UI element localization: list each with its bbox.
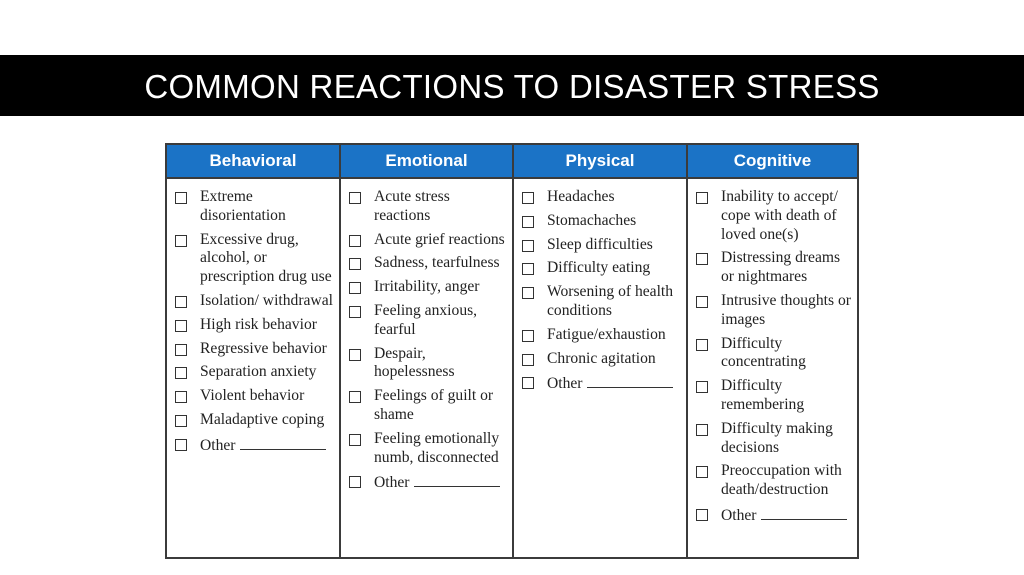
item-label-wrap [721, 377, 851, 415]
checkbox[interactable] [349, 476, 361, 488]
fill-in-line[interactable] [587, 373, 673, 388]
item-label: Excessive drug, alcohol, or prescription drug use [200, 230, 332, 286]
checkbox[interactable] [522, 377, 534, 389]
checkbox[interactable] [175, 344, 187, 356]
item-label: Despair, hopelessness [374, 344, 455, 381]
item-label-wrap [721, 249, 851, 287]
item-label: Irritability, anger [374, 278, 480, 296]
checkbox[interactable] [175, 367, 187, 379]
checklist-item [173, 188, 333, 226]
item-label: Stomachaches [547, 211, 637, 229]
fill-in-line[interactable] [414, 472, 500, 487]
checklist-item [694, 505, 851, 526]
checkbox[interactable] [349, 282, 361, 294]
checklist-item [520, 212, 680, 231]
item-label-wrap [200, 316, 333, 335]
checklist-item [173, 411, 333, 430]
fill-in-line[interactable] [761, 505, 847, 520]
item-label-wrap [374, 278, 506, 297]
item-label: Isolation/ withdrawal [200, 291, 333, 309]
item-label: Violent behavior [200, 387, 305, 405]
checklist-item [694, 462, 851, 500]
item-label-wrap [721, 292, 851, 330]
item-label-wrap [200, 340, 333, 359]
checkbox[interactable] [349, 349, 361, 361]
checklist-item [694, 335, 851, 373]
item-label: Headaches [547, 188, 615, 205]
column-header: Physical [514, 145, 686, 179]
checklist-item [347, 430, 506, 468]
checkbox[interactable] [696, 509, 708, 521]
item-label: Preoccupation with death/destruction [721, 462, 842, 499]
checklist [167, 179, 339, 456]
checklist-item [520, 259, 680, 278]
item-label-wrap [547, 259, 680, 278]
column-behavioral [167, 145, 341, 557]
item-label-wrap [547, 326, 680, 345]
checkbox[interactable] [349, 192, 361, 204]
checkbox[interactable] [175, 192, 187, 204]
item-label: Chronic agitation [547, 349, 656, 367]
item-label: Other [200, 436, 236, 454]
item-label-wrap [721, 335, 851, 373]
column-header: Cognitive [688, 145, 857, 179]
checkbox[interactable] [522, 354, 534, 366]
item-label: Acute grief reactions [374, 230, 505, 248]
checkbox[interactable] [522, 330, 534, 342]
checklist-item [173, 231, 333, 287]
item-label-wrap [721, 505, 851, 526]
checklist-item [173, 316, 333, 335]
checkbox[interactable] [349, 235, 361, 247]
item-label-wrap [721, 188, 851, 244]
checklist-item [347, 345, 506, 383]
checkbox[interactable] [175, 439, 187, 451]
item-label: Acute stress reactions [374, 188, 450, 224]
item-label: Difficulty eating [547, 259, 651, 277]
item-label-wrap [374, 345, 506, 383]
checklist-item [694, 249, 851, 287]
item-label: Difficulty concentrating [721, 334, 806, 371]
item-label-wrap [200, 387, 333, 406]
checklist-item [694, 377, 851, 415]
item-label-wrap [547, 283, 680, 321]
item-label: Other [547, 375, 583, 393]
checkbox[interactable] [696, 253, 708, 265]
checkbox[interactable] [349, 391, 361, 403]
item-label-wrap [721, 420, 851, 458]
column-header: Behavioral [167, 145, 339, 179]
checkbox[interactable] [522, 240, 534, 252]
checkbox[interactable] [696, 339, 708, 351]
page-title: COMMON REACTIONS TO DISASTER STRESS [144, 67, 880, 105]
checkbox[interactable] [696, 381, 708, 393]
item-label-wrap [200, 292, 333, 311]
item-label: Difficulty making decisions [721, 419, 833, 456]
item-label: Feelings of guilt or shame [374, 387, 494, 423]
item-label: Separation anxiety [200, 363, 317, 381]
checkbox[interactable] [696, 192, 708, 204]
checklist-item [694, 420, 851, 458]
checkbox[interactable] [175, 235, 187, 247]
item-label-wrap [547, 373, 680, 394]
item-label-wrap [547, 188, 680, 207]
checkbox[interactable] [696, 424, 708, 436]
checkbox[interactable] [522, 263, 534, 275]
checkbox[interactable] [175, 296, 187, 308]
item-label-wrap [374, 188, 506, 226]
checkbox[interactable] [175, 415, 187, 427]
checkbox[interactable] [696, 296, 708, 308]
column-emotional [341, 145, 514, 557]
item-label-wrap [374, 231, 506, 250]
checklist [688, 179, 857, 526]
checklist-item [694, 292, 851, 330]
item-label-wrap [374, 472, 506, 493]
reactions-table [165, 143, 859, 559]
checklist-item [520, 373, 680, 394]
item-label-wrap [200, 363, 333, 382]
checklist-item [520, 326, 680, 345]
column-cognitive [688, 145, 857, 557]
item-label-wrap [547, 212, 680, 231]
checkbox[interactable] [349, 306, 361, 318]
checkbox[interactable] [175, 391, 187, 403]
checklist [341, 179, 512, 493]
checklist-item [347, 188, 506, 226]
checkbox[interactable] [522, 192, 534, 204]
checkbox[interactable] [696, 466, 708, 478]
checklist-item [520, 283, 680, 321]
item-label-wrap [374, 302, 506, 340]
item-label-wrap [547, 350, 680, 369]
column-physical [514, 145, 688, 557]
checklist [514, 179, 686, 394]
item-label: Feeling emotionally numb, disconnected [374, 429, 500, 466]
checklist-item [347, 254, 506, 273]
checkbox[interactable] [522, 287, 534, 299]
checklist-item [347, 302, 506, 340]
item-label-wrap [200, 231, 333, 287]
item-label-wrap [200, 188, 333, 226]
checklist-item [520, 350, 680, 369]
checklist-item [347, 278, 506, 297]
checklist-item [173, 435, 333, 456]
item-label: Inability to accept/ cope with death of loved one(s) [721, 188, 838, 243]
item-label: Worsening of health conditions [547, 283, 674, 319]
column-header: Emotional [341, 145, 512, 179]
item-label: Difficulty remembering [721, 377, 805, 413]
item-label: Maladaptive coping [200, 410, 325, 428]
checkbox[interactable] [349, 434, 361, 446]
fill-in-line[interactable] [240, 435, 326, 450]
item-label: Other [374, 474, 410, 492]
title-bar [0, 55, 1024, 116]
item-label: High risk behavior [200, 315, 317, 333]
item-label-wrap [374, 254, 506, 273]
item-label-wrap [547, 236, 680, 255]
checklist-item [173, 363, 333, 382]
item-label: Extreme disorientation [200, 188, 286, 224]
checklist-item [520, 188, 680, 207]
checklist-item [694, 188, 851, 244]
item-label-wrap [374, 430, 506, 468]
checkbox[interactable] [349, 258, 361, 270]
item-label: Sleep difficulties [547, 235, 653, 253]
checklist-item [173, 340, 333, 359]
checkbox[interactable] [175, 320, 187, 332]
checklist-item [173, 387, 333, 406]
item-label: Distressing dreams or nightmares [721, 249, 841, 286]
item-label-wrap [200, 411, 333, 430]
checklist-item [520, 236, 680, 255]
item-label-wrap [721, 462, 851, 500]
checklist-item [347, 472, 506, 493]
checklist-item [347, 387, 506, 425]
checklist-item [173, 292, 333, 311]
item-label: Feeling anxious, fearful [374, 301, 478, 338]
checkbox[interactable] [522, 216, 534, 228]
item-label: Intrusive thoughts or images [721, 291, 851, 328]
item-label-wrap [374, 387, 506, 425]
item-label: Sadness, tearfulness [374, 254, 500, 272]
item-label: Fatigue/exhaustion [547, 325, 666, 343]
item-label-wrap [200, 435, 333, 456]
item-label: Other [721, 506, 757, 524]
item-label: Regressive behavior [200, 339, 327, 357]
checklist-item [347, 231, 506, 250]
